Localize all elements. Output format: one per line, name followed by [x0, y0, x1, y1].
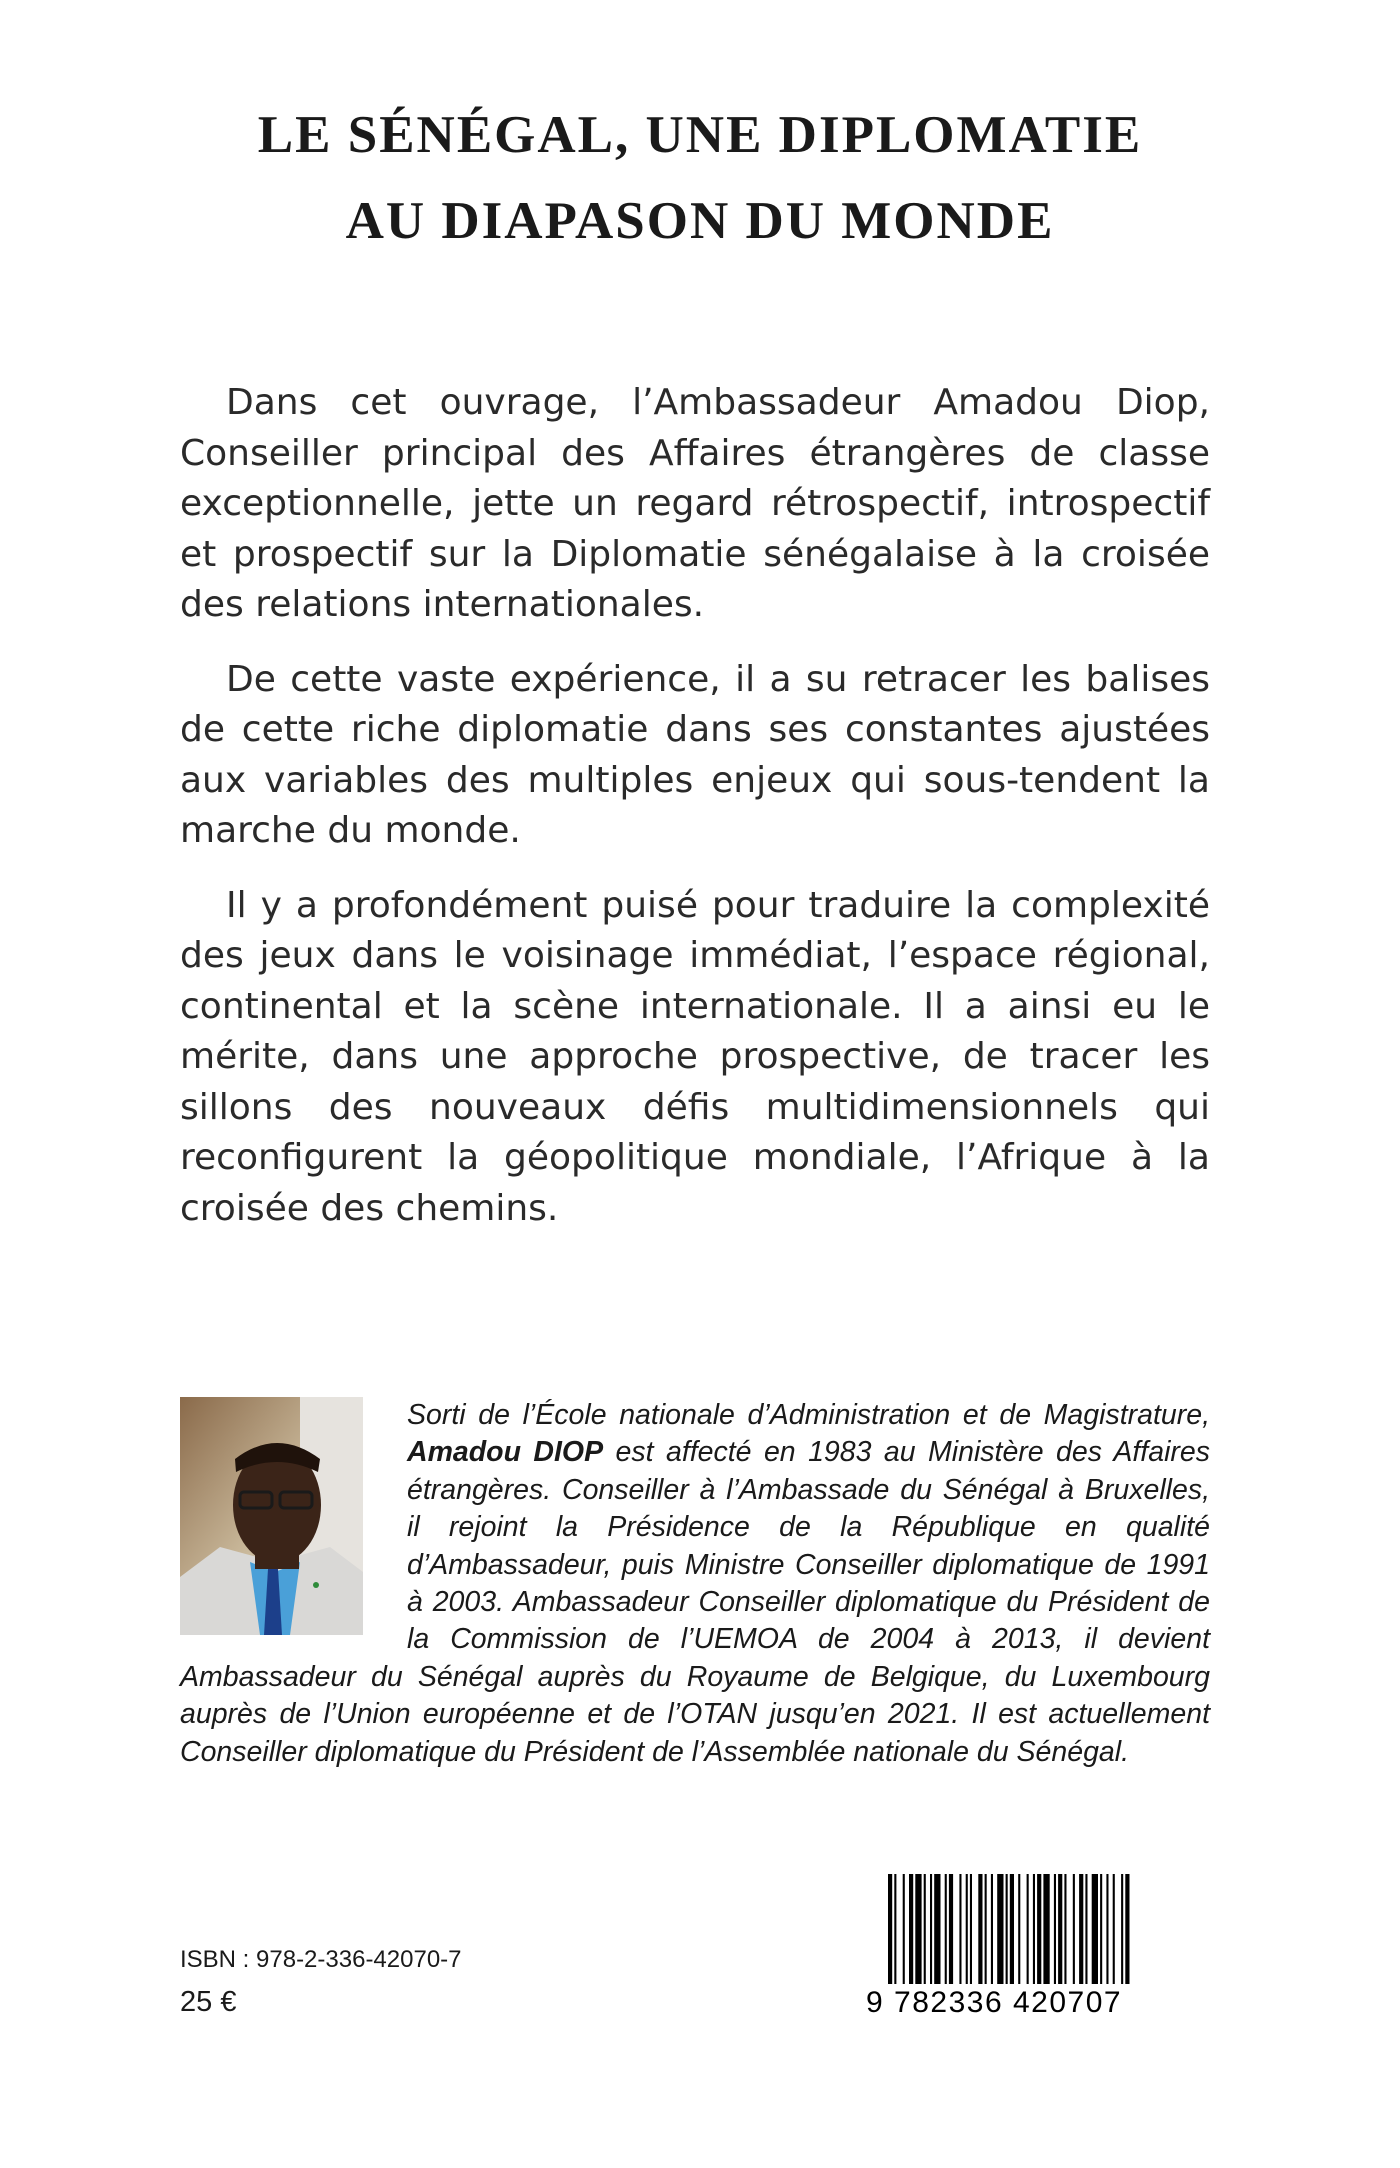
summary — [180, 378, 1210, 1258]
summary-paragraph-3: Il y a profondément puisé pour traduire la complexité des jeux dans le voisinage immédiat, l’espace régional, continental et la scène internationale. Il a ainsi eu le mérite, dans une approche prospective, de tracer les sillons des nouveaux défis multidimensionnels qui reconfigurent la géopolitique mondiale, l’Afrique à la croisée des chemins. — [180, 884, 1210, 1229]
bio-text: est affecté en 1983 au Ministère des Affaires étrangères. Conseiller à l’Ambassade du Sénégal à Bruxelles, il rejoint la Présidence de la République en qualité d’Ambassadeur, puis Ministre Conseiller diplomatique de 1991 à 2003. Ambassadeur Conseiller diplomatique du Président de la Commission de l’UEMOA de 2004 à 2013, il devient Ambassadeur du Sénégal auprès du Royaume de Belgique, du Luxembourg auprès de l’Union européenne et de l’OTAN jusqu’en 2021. Il est actuellement Conseiller diplomatique du Président de l’Assemblée nationale du Sénégal. — [180, 1436, 1210, 1768]
price: 25 € — [180, 1986, 237, 2018]
summary-paragraph-2: De cette vaste expérience, il a su retracer les balises de cette riche diplomatie dans ses constantes ajustées aux variables des multiples enjeux qui sous-tendent la marche du monde. — [180, 658, 1210, 851]
author-name: Amadou DIOP — [407, 1436, 604, 1469]
author-bio — [180, 1397, 1210, 1771]
author-photo — [180, 1397, 363, 1635]
title-line-1: LE SÉNÉGAL, UNE DIPLOMATIE — [257, 106, 1143, 164]
bio-intro: Sorti de l’École nationale d’Administration et de Magistrature, — [407, 1399, 1210, 1431]
barcode-digits: 9 782336 420707 — [866, 1986, 1123, 2019]
title-line-2: AU DIAPASON DU MONDE — [345, 192, 1055, 250]
book-title — [0, 92, 1400, 264]
isbn: ISBN : 978-2-336-42070-7 — [180, 1946, 462, 1973]
summary-paragraph-1: Dans cet ouvrage, l’Ambassadeur Amadou Diop, Conseiller principal des Affaires étrangères de classe exceptionnelle, jette un regard rétrospectif, introspectif et prospectif sur la Diplomatie sénégalaise à la croisée des relations internationales. — [180, 382, 1210, 625]
